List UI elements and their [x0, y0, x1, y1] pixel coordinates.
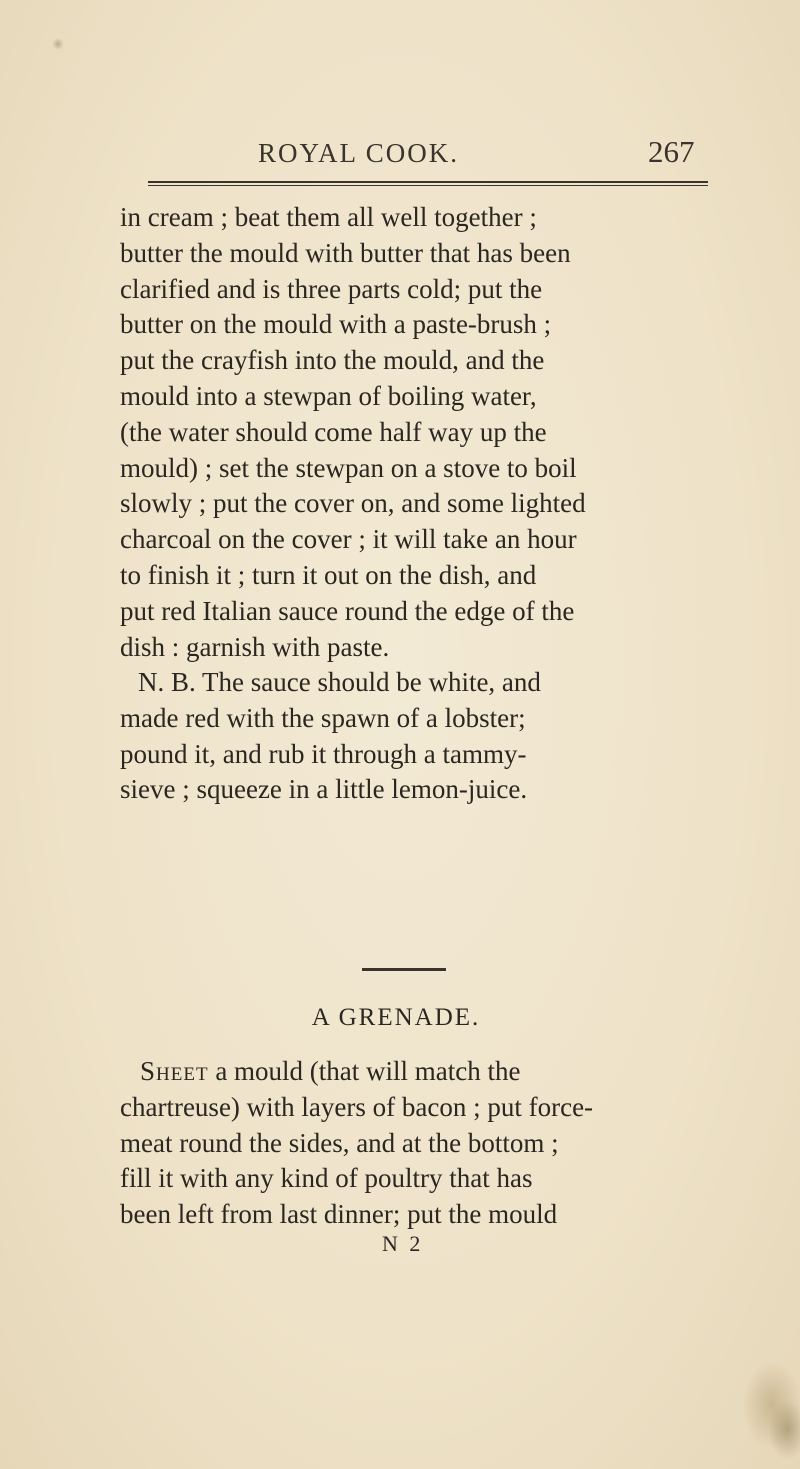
text-line: put red Italian sauce round the edge of the [120, 595, 575, 626]
section-heading: A GRENADE. [311, 1004, 481, 1031]
signature-mark: N 2 [382, 1231, 424, 1256]
text-line: put the crayfish into the mould, and the [120, 345, 545, 376]
text-line: made red with the spawn of a lobster; [120, 702, 526, 733]
header-rule-thin [148, 185, 708, 186]
paper-stain [768, 1400, 800, 1460]
text-line: fill it with any kind of poultry that has [120, 1163, 533, 1194]
text-line: to finish it ; turn it out on the dish, and [120, 559, 537, 590]
text-line: sieve ; squeeze in a little lemon-juice. [120, 774, 528, 805]
text-line: been left from last dinner; put the mould [120, 1199, 558, 1230]
text-line: butter the mould with butter that has been [120, 237, 571, 268]
recipe-paragraph [120, 1054, 686, 1233]
text-line: meat round the sides, and at the bottom ; [120, 1127, 559, 1158]
text-line: dish : garnish with paste. [120, 631, 390, 662]
text-line: N. B. The sauce should be white, and [138, 667, 541, 697]
drop-word: Sheet [140, 1056, 209, 1086]
text-line: slowly ; put the cover on, and some lighted [120, 488, 586, 519]
running-title: ROYAL COOK. [258, 138, 460, 168]
text-line: clarified and is three parts cold; put the [120, 273, 543, 304]
text-line: charcoal on the cover ; it will take an hour [120, 524, 577, 555]
text-line: chartreuse) with layers of bacon ; put force- [120, 1091, 594, 1122]
continued-paragraph [120, 200, 686, 665]
text-line: mould) ; set the stewpan on a stove to boil [120, 452, 577, 483]
text-line: butter on the mould with a paste-brush ; [120, 309, 552, 340]
text-line: mould into a stewpan of boiling water, [120, 380, 537, 411]
paper-speck [52, 38, 64, 50]
text-line: in cream ; beat them all well together ; [120, 202, 537, 232]
header-rule [148, 181, 708, 183]
running-head [0, 134, 800, 178]
text-run: a mould (that will match the [208, 1056, 521, 1086]
nota-bene-paragraph [120, 665, 686, 808]
page-number: 267 [648, 134, 695, 169]
section-divider [362, 968, 446, 971]
text-line: (the water should come half way up the [120, 416, 547, 447]
text-line: pound it, and rub it through a tammy- [120, 738, 527, 769]
text-line [120, 1054, 686, 1090]
